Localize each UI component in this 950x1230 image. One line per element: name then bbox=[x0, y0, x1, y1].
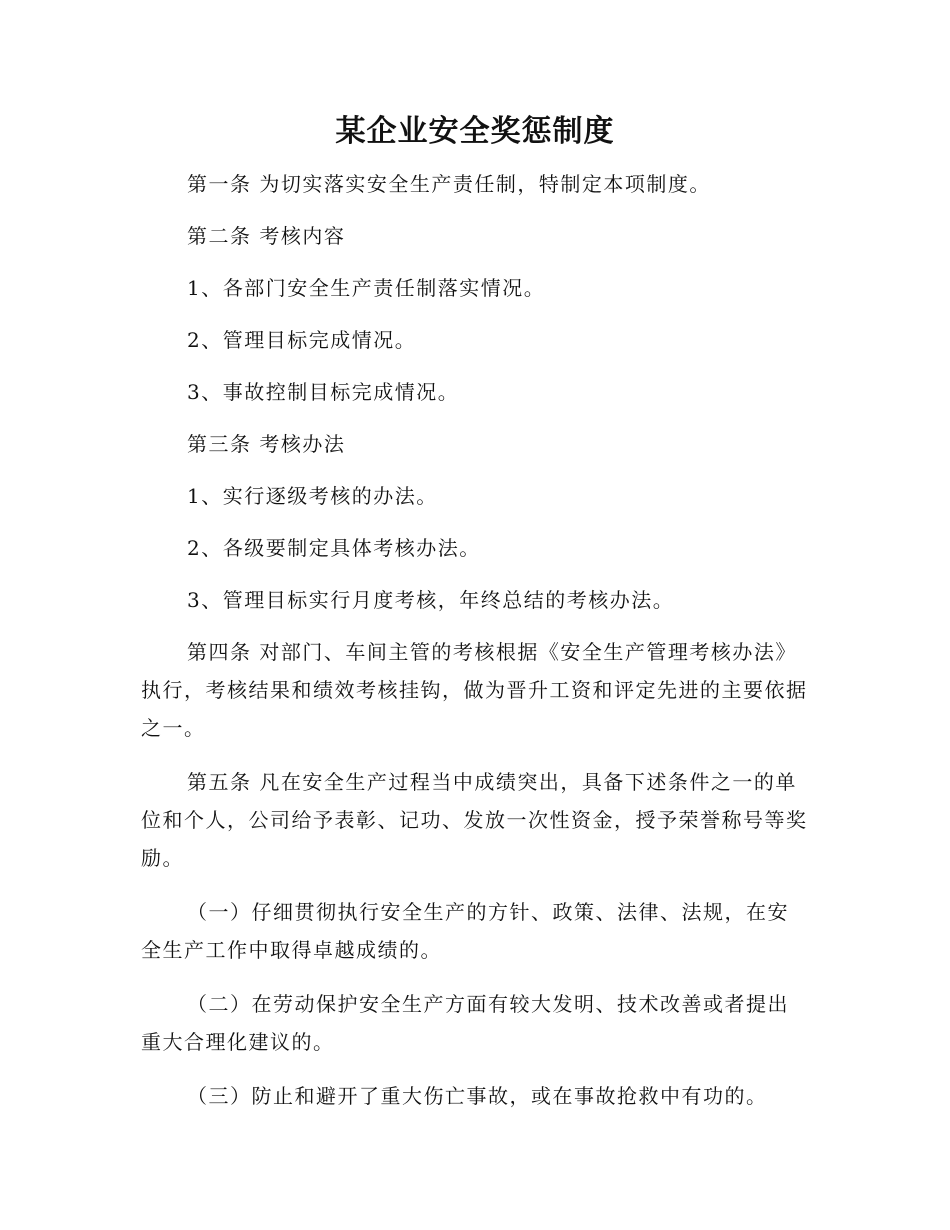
article-3-item-2: 2、各级要制定具体考核办法。 bbox=[187, 536, 481, 560]
article-4: 第四条 对部门、车间主管的考核根据《安全生产管理考核办法》执行，考核结果和绩效考核挂钩，做为晋升工资和评定先进的主要依据之一。 bbox=[141, 640, 808, 740]
article-1: 第一条 为切实落实安全生产责任制，特制定本项制度。 bbox=[187, 172, 711, 196]
document-body bbox=[141, 165, 809, 1131]
award-condition-2: （二）在劳动保护安全生产方面有较大发明、技术改善或者提出重大合理化建议的。 bbox=[141, 992, 789, 1054]
award-condition-3: （三）防止和避开了重大伤亡事故，或在事故抢救中有功的。 bbox=[187, 1084, 768, 1108]
award-condition-1: （一）仔细贯彻执行安全生产的方针、政策、法律、法规，在安全生产工作中取得卓越成绩的。 bbox=[141, 900, 789, 962]
article-2-item-3: 3、事故控制目标完成情况。 bbox=[187, 380, 460, 404]
document-title: 某企业安全奖惩制度 bbox=[335, 114, 615, 149]
article-2-heading: 第二条 考核内容 bbox=[187, 224, 346, 248]
article-3-item-1: 1、实行逐级考核的办法。 bbox=[187, 484, 438, 508]
article-3-item-3: 3、管理目标实行月度考核，年终总结的考核办法。 bbox=[187, 588, 675, 612]
article-2-item-2: 2、管理目标完成情况。 bbox=[187, 328, 417, 352]
article-2-item-1: 1、各部门安全生产责任制落实情况。 bbox=[187, 276, 546, 300]
article-3-heading: 第三条 考核办法 bbox=[187, 432, 346, 456]
article-5: 第五条 凡在安全生产过程当中成绩突出，具备下述条件之一的单位和个人，公司给予表彰、记功、发放一次性资金，授予荣誉称号等奖励。 bbox=[141, 770, 808, 870]
